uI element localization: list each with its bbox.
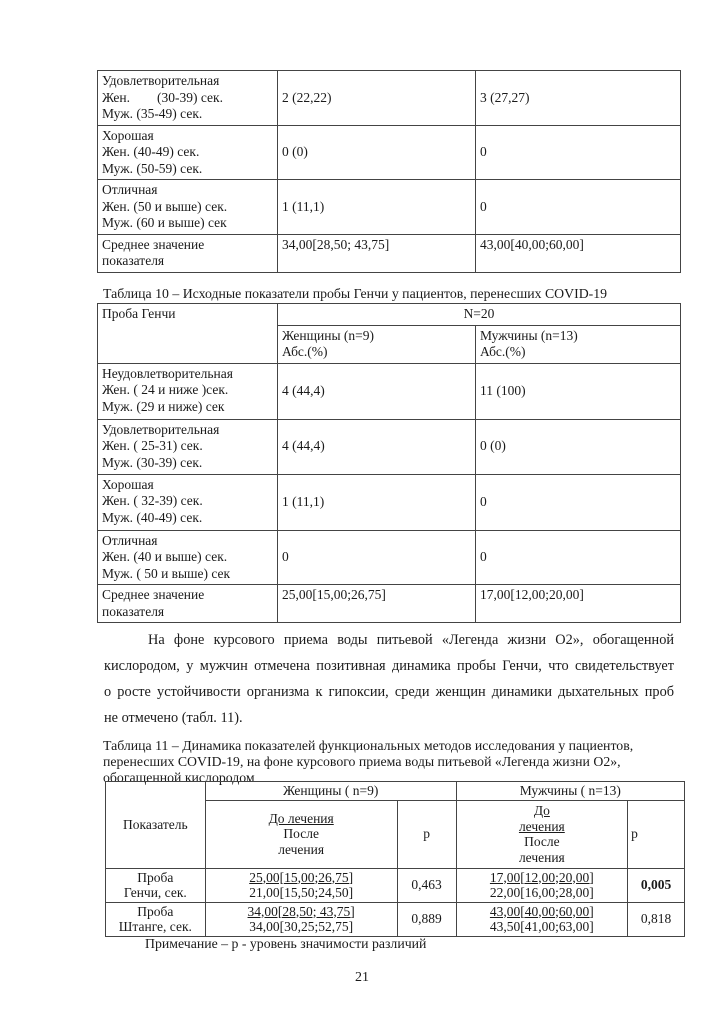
header-line: Женщины (n=9) xyxy=(282,327,375,343)
caption-line: Таблица 11 – Динамика показателей функциональных методов исследования у пациентов, xyxy=(103,738,634,753)
women-value: 0 xyxy=(278,530,476,585)
women-value: 34,00[28,50; 43,75] xyxy=(278,234,476,272)
row-label xyxy=(98,530,278,585)
row-label xyxy=(98,419,278,474)
label-line: Муж. (50-59) сек. xyxy=(102,160,203,176)
men-p: 0,818 xyxy=(628,902,685,936)
label-line: Удовлетворительная xyxy=(102,421,220,437)
table-row xyxy=(106,902,685,936)
label-line: Жен. (50 и выше) сек. xyxy=(102,198,228,214)
value-after: 34,00[30,25;52,75] xyxy=(249,919,354,934)
row-label xyxy=(106,868,206,902)
header-line: Мужчины (n=13) xyxy=(480,327,578,343)
men-value: 0 xyxy=(476,180,681,235)
men-value: 0 xyxy=(476,474,681,530)
header-after: лечения xyxy=(518,849,565,865)
value-before: 34,00[28,50; 43,75] xyxy=(247,903,355,919)
women-value: 4 (44,4) xyxy=(278,419,476,474)
table-row xyxy=(98,585,681,623)
header-after: После xyxy=(524,834,560,849)
table-10 xyxy=(97,303,681,623)
label-line: Генчи, сек. xyxy=(123,885,187,900)
row-label xyxy=(98,474,278,530)
table-row xyxy=(98,530,681,585)
label-line: Муж. (35-49) сек. xyxy=(102,106,203,121)
men-value: 0 xyxy=(476,125,681,180)
men-value: 3 (27,27) xyxy=(476,71,681,126)
table-header-row xyxy=(106,782,685,801)
label-line: Жен. (30-39) сек. xyxy=(102,89,223,105)
header-indicator: Показатель xyxy=(106,782,206,869)
header-before: лечения xyxy=(518,818,565,834)
label-line: Удовлетворительная xyxy=(102,73,220,88)
men-value: 17,00[12,00;20,00] xyxy=(476,585,681,623)
header-men-before-after xyxy=(456,800,628,868)
header-men xyxy=(476,325,681,363)
value-after: 21,00[15,50;24,50] xyxy=(249,885,354,900)
table-row xyxy=(98,419,681,474)
women-p: 0,889 xyxy=(397,902,456,936)
header-before: До лечения xyxy=(268,810,334,826)
value-before: 17,00[12,00;20,00] xyxy=(489,869,594,885)
row-label xyxy=(98,234,278,272)
page-number: 21 xyxy=(355,970,369,985)
women-value: 25,00[15,00;26,75] xyxy=(278,585,476,623)
label-line: Отличная xyxy=(102,532,158,548)
header-women-group: Женщины ( n=9) xyxy=(205,782,456,801)
row-label xyxy=(98,180,278,235)
label-line: Жен. ( 32-39) сек. xyxy=(102,493,203,508)
caption-line: обогащенной кислородом xyxy=(103,770,255,785)
label-line: Среднее значение xyxy=(102,587,205,602)
row-label xyxy=(98,125,278,180)
men-value: 43,00[40,00;60,00] xyxy=(476,234,681,272)
label-line: Муж. (60 и выше) сек xyxy=(102,215,227,230)
label-line: Муж. (29 и ниже) сек xyxy=(102,398,225,414)
women-value: 2 (22,22) xyxy=(278,71,476,126)
value-after: 22,00[16,00;28,00] xyxy=(489,885,594,900)
header-col0: Проба Генчи xyxy=(98,304,278,364)
table-row xyxy=(98,71,681,126)
table-row xyxy=(98,234,681,272)
header-group: N=20 xyxy=(278,304,681,326)
label-line: Муж. (40-49) сек. xyxy=(102,509,203,525)
label-line: Среднее значение xyxy=(102,236,205,252)
table-row xyxy=(98,363,681,419)
header-after: После xyxy=(283,826,319,842)
paragraph-line: На фоне курсового приема воды питьевой «Легенда жизни О2», обогащенной xyxy=(148,632,674,648)
row-label xyxy=(98,71,278,126)
value-before: 25,00[15,00;26,75] xyxy=(249,869,354,885)
men-value: 0 xyxy=(476,530,681,585)
table-row xyxy=(98,474,681,530)
header-women-before-after xyxy=(205,800,397,868)
row-label xyxy=(106,902,206,936)
label-line: Жен. (40 и выше) сек. xyxy=(102,549,228,564)
paragraph-line: кислородом, у мужчин отмечена позитивная динамика пробы Генчи, что свидетельствует xyxy=(104,658,674,674)
table-row xyxy=(98,180,681,235)
table-11 xyxy=(105,781,685,937)
women-value: 0 (0) xyxy=(278,125,476,180)
previous-table-continuation xyxy=(97,70,681,273)
men-value: 11 (100) xyxy=(476,363,681,419)
label-line: показателя xyxy=(102,253,165,268)
women-value: 4 (44,4) xyxy=(278,363,476,419)
header-men-p: р xyxy=(628,800,685,868)
label-line: Хорошая xyxy=(102,127,154,143)
label-line: показателя xyxy=(102,603,165,619)
caption-line: перенесших COVID-19, на фоне курсового приема воды питьевой «Легенда жизни О2», xyxy=(103,754,621,769)
header-line: Абс.(%) xyxy=(480,344,526,359)
men-p: 0,005 xyxy=(628,868,685,902)
women-value: 1 (11,1) xyxy=(278,180,476,235)
men-values xyxy=(456,868,628,902)
women-p: 0,463 xyxy=(397,868,456,902)
label-line: Отличная xyxy=(102,182,158,197)
label-line: Штанге, сек. xyxy=(118,919,192,934)
header-after: лечения xyxy=(278,841,325,857)
header-women xyxy=(278,325,476,363)
table-header-row xyxy=(98,304,681,326)
women-values xyxy=(205,902,397,936)
label-line: Жен. (40-49) сек. xyxy=(102,144,200,159)
label-line: Муж. (30-39) сек. xyxy=(102,454,203,470)
label-line: Жен. ( 25-31) сек. xyxy=(102,438,203,453)
men-values xyxy=(456,902,628,936)
men-value: 0 (0) xyxy=(476,419,681,474)
label-line: Неудовлетворительная xyxy=(102,365,233,381)
body-paragraph xyxy=(104,627,674,731)
header-men-group: Мужчины ( n=13) xyxy=(456,782,684,801)
value-after: 43,50[41,00;63,00] xyxy=(489,919,594,934)
table-row xyxy=(106,868,685,902)
table-row xyxy=(98,125,681,180)
table-note: Примечание – р - уровень значимости различий xyxy=(145,936,427,951)
header-before: До xyxy=(533,803,550,818)
label-line: Жен. ( 24 и ниже )сек. xyxy=(102,382,229,397)
label-line: Хорошая xyxy=(102,476,154,492)
table-10-caption: Таблица 10 – Исходные показатели пробы Генчи у пациентов, перенесших COVID-19 xyxy=(103,286,608,301)
label-line: Проба xyxy=(137,869,174,885)
header-women-p: р xyxy=(397,800,456,868)
label-line: Муж. ( 50 и выше) сек xyxy=(102,565,231,581)
row-label xyxy=(98,363,278,419)
value-before: 43,00[40,00;60,00] xyxy=(489,903,594,919)
label-line: Проба xyxy=(137,903,174,919)
row-label xyxy=(98,585,278,623)
table-11-caption xyxy=(103,738,683,786)
women-values xyxy=(205,868,397,902)
paragraph-line: о росте устойчивости организма к гипоксии, среди женщин динамики дыхательных проб xyxy=(104,684,674,700)
paragraph-line: не отмечено (табл. 11). xyxy=(104,710,243,726)
women-value: 1 (11,1) xyxy=(278,474,476,530)
header-line: Абс.(%) xyxy=(282,344,328,359)
